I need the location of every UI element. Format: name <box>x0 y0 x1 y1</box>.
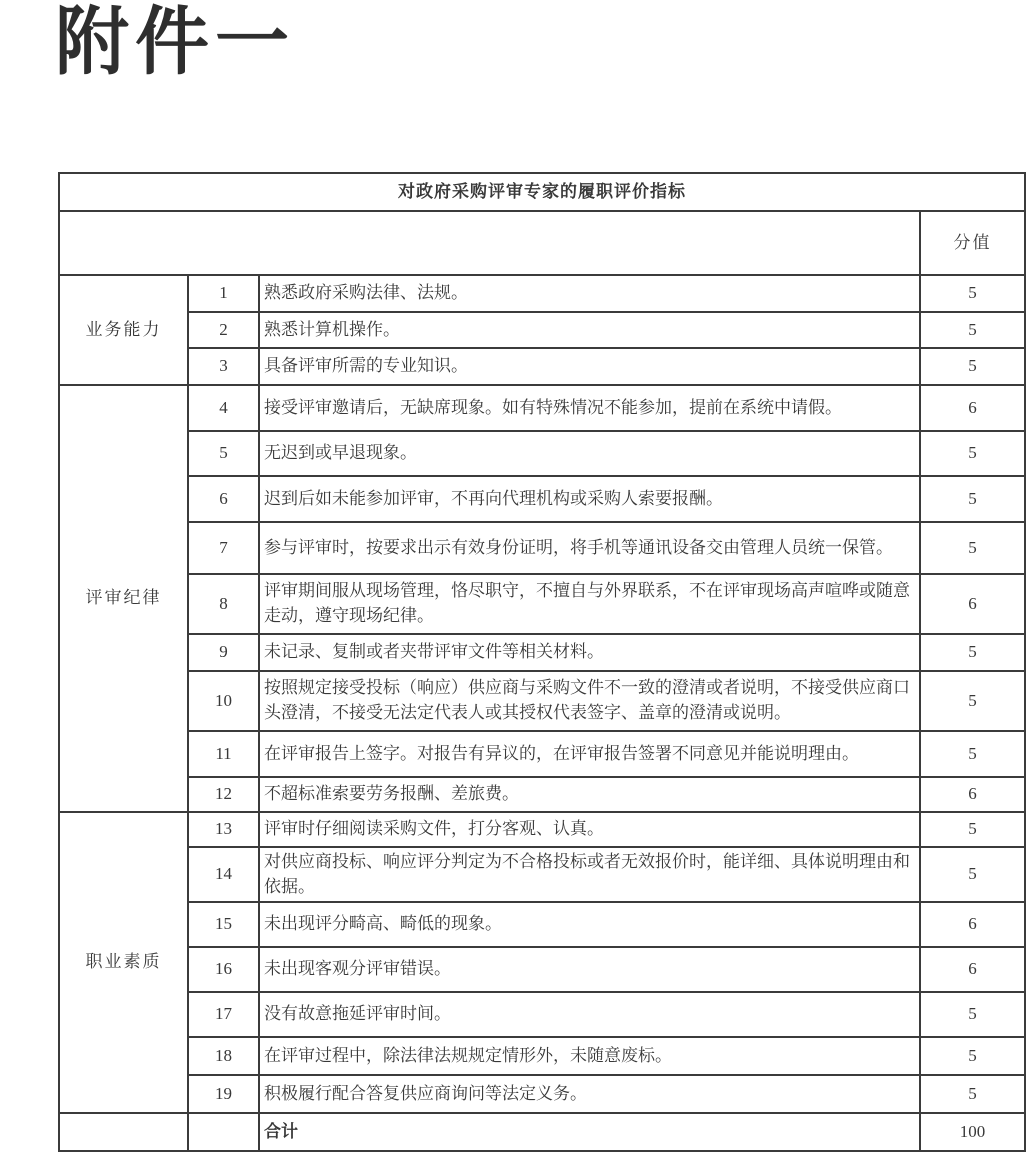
score-cell: 5 <box>920 312 1025 348</box>
criterion-cell: 无迟到或早退现象。 <box>259 431 920 476</box>
criterion-cell: 未记录、复制或者夹带评审文件等相关材料。 <box>259 634 920 671</box>
score-cell: 5 <box>920 522 1025 574</box>
score-cell: 5 <box>920 847 1025 902</box>
score-column-header: 分值 <box>920 211 1025 275</box>
table-row <box>59 1075 1025 1113</box>
score-cell: 6 <box>920 574 1025 634</box>
table-row <box>59 476 1025 522</box>
row-number-cell: 1 <box>188 275 259 312</box>
attachment-heading: 附件一 <box>55 0 295 85</box>
score-cell: 5 <box>920 671 1025 731</box>
criterion-cell: 没有故意拖延评审时间。 <box>259 992 920 1037</box>
criterion-cell: 熟悉计算机操作。 <box>259 312 920 348</box>
total-value: 100 <box>920 1113 1025 1151</box>
table-row <box>59 902 1025 947</box>
score-cell: 5 <box>920 431 1025 476</box>
score-cell: 5 <box>920 275 1025 312</box>
row-number-cell: 8 <box>188 574 259 634</box>
row-number-cell: 6 <box>188 476 259 522</box>
score-cell: 6 <box>920 947 1025 992</box>
table-row <box>59 812 1025 847</box>
criterion-cell: 按照规定接受投标（响应）供应商与采购文件不一致的澄清或者说明，不接受供应商口头澄清，不接受无法定代表人或其授权代表签字、盖章的澄清或说明。 <box>259 671 920 731</box>
score-cell: 5 <box>920 731 1025 777</box>
table-row <box>59 312 1025 348</box>
table-row <box>59 385 1025 431</box>
criterion-cell: 参与评审时，按要求出示有效身份证明，将手机等通讯设备交由管理人员统一保管。 <box>259 522 920 574</box>
score-cell: 6 <box>920 777 1025 812</box>
table-row <box>59 522 1025 574</box>
criterion-cell: 不超标准索要劳务报酬、差旅费。 <box>259 777 920 812</box>
table-header-row <box>59 211 1025 275</box>
criterion-cell: 熟悉政府采购法律、法规。 <box>259 275 920 312</box>
score-cell: 5 <box>920 348 1025 385</box>
criterion-cell: 评审期间服从现场管理，恪尽职守，不擅自与外界联系，不在评审现场高声喧哗或随意走动，遵守现场纪律。 <box>259 574 920 634</box>
criterion-cell: 具备评审所需的专业知识。 <box>259 348 920 385</box>
criterion-cell: 迟到后如未能参加评审，不再向代理机构或采购人索要报酬。 <box>259 476 920 522</box>
criterion-cell: 积极履行配合答复供应商询问等法定义务。 <box>259 1075 920 1113</box>
score-cell: 5 <box>920 1075 1025 1113</box>
row-number-cell: 9 <box>188 634 259 671</box>
table-row <box>59 992 1025 1037</box>
criterion-cell: 未出现客观分评审错误。 <box>259 947 920 992</box>
table-row <box>59 777 1025 812</box>
category-cell: 职业素质 <box>59 812 188 1113</box>
score-cell: 5 <box>920 992 1025 1037</box>
row-number-cell: 7 <box>188 522 259 574</box>
score-cell: 5 <box>920 1037 1025 1075</box>
table-row <box>59 574 1025 634</box>
evaluation-table <box>58 172 1026 1152</box>
criterion-cell: 在评审报告上签字。对报告有异议的，在评审报告签署不同意见并能说明理由。 <box>259 731 920 777</box>
row-number-cell: 2 <box>188 312 259 348</box>
row-number-cell: 15 <box>188 902 259 947</box>
table-total-row <box>59 1113 1025 1151</box>
total-category-blank-cell <box>59 1113 188 1151</box>
header-blank-cell <box>59 211 920 275</box>
score-cell: 5 <box>920 812 1025 847</box>
table-row <box>59 634 1025 671</box>
table-row <box>59 275 1025 312</box>
table-row <box>59 348 1025 385</box>
score-cell: 5 <box>920 634 1025 671</box>
table-row <box>59 731 1025 777</box>
row-number-cell: 14 <box>188 847 259 902</box>
row-number-cell: 10 <box>188 671 259 731</box>
row-number-cell: 12 <box>188 777 259 812</box>
score-cell: 6 <box>920 385 1025 431</box>
table-row <box>59 847 1025 902</box>
row-number-cell: 5 <box>188 431 259 476</box>
row-number-cell: 11 <box>188 731 259 777</box>
score-cell: 6 <box>920 902 1025 947</box>
table-title: 对政府采购评审专家的履职评价指标 <box>59 173 1025 211</box>
row-number-cell: 3 <box>188 348 259 385</box>
criterion-cell: 在评审过程中，除法律法规规定情形外，未随意废标。 <box>259 1037 920 1075</box>
total-number-blank-cell <box>188 1113 259 1151</box>
criterion-cell: 评审时仔细阅读采购文件，打分客观、认真。 <box>259 812 920 847</box>
criterion-cell: 未出现评分畸高、畸低的现象。 <box>259 902 920 947</box>
table-row <box>59 947 1025 992</box>
table-title-row <box>59 173 1025 211</box>
table-row <box>59 431 1025 476</box>
row-number-cell: 19 <box>188 1075 259 1113</box>
row-number-cell: 17 <box>188 992 259 1037</box>
table-row <box>59 1037 1025 1075</box>
row-number-cell: 13 <box>188 812 259 847</box>
criterion-cell: 接受评审邀请后，无缺席现象。如有特殊情况不能参加，提前在系统中请假。 <box>259 385 920 431</box>
criterion-cell: 对供应商投标、响应评分判定为不合格投标或者无效报价时，能详细、具体说明理由和依据。 <box>259 847 920 902</box>
row-number-cell: 4 <box>188 385 259 431</box>
row-number-cell: 16 <box>188 947 259 992</box>
row-number-cell: 18 <box>188 1037 259 1075</box>
table-row <box>59 671 1025 731</box>
category-cell: 业务能力 <box>59 275 188 385</box>
category-cell: 评审纪律 <box>59 385 188 812</box>
score-cell: 5 <box>920 476 1025 522</box>
total-label: 合计 <box>259 1113 920 1151</box>
